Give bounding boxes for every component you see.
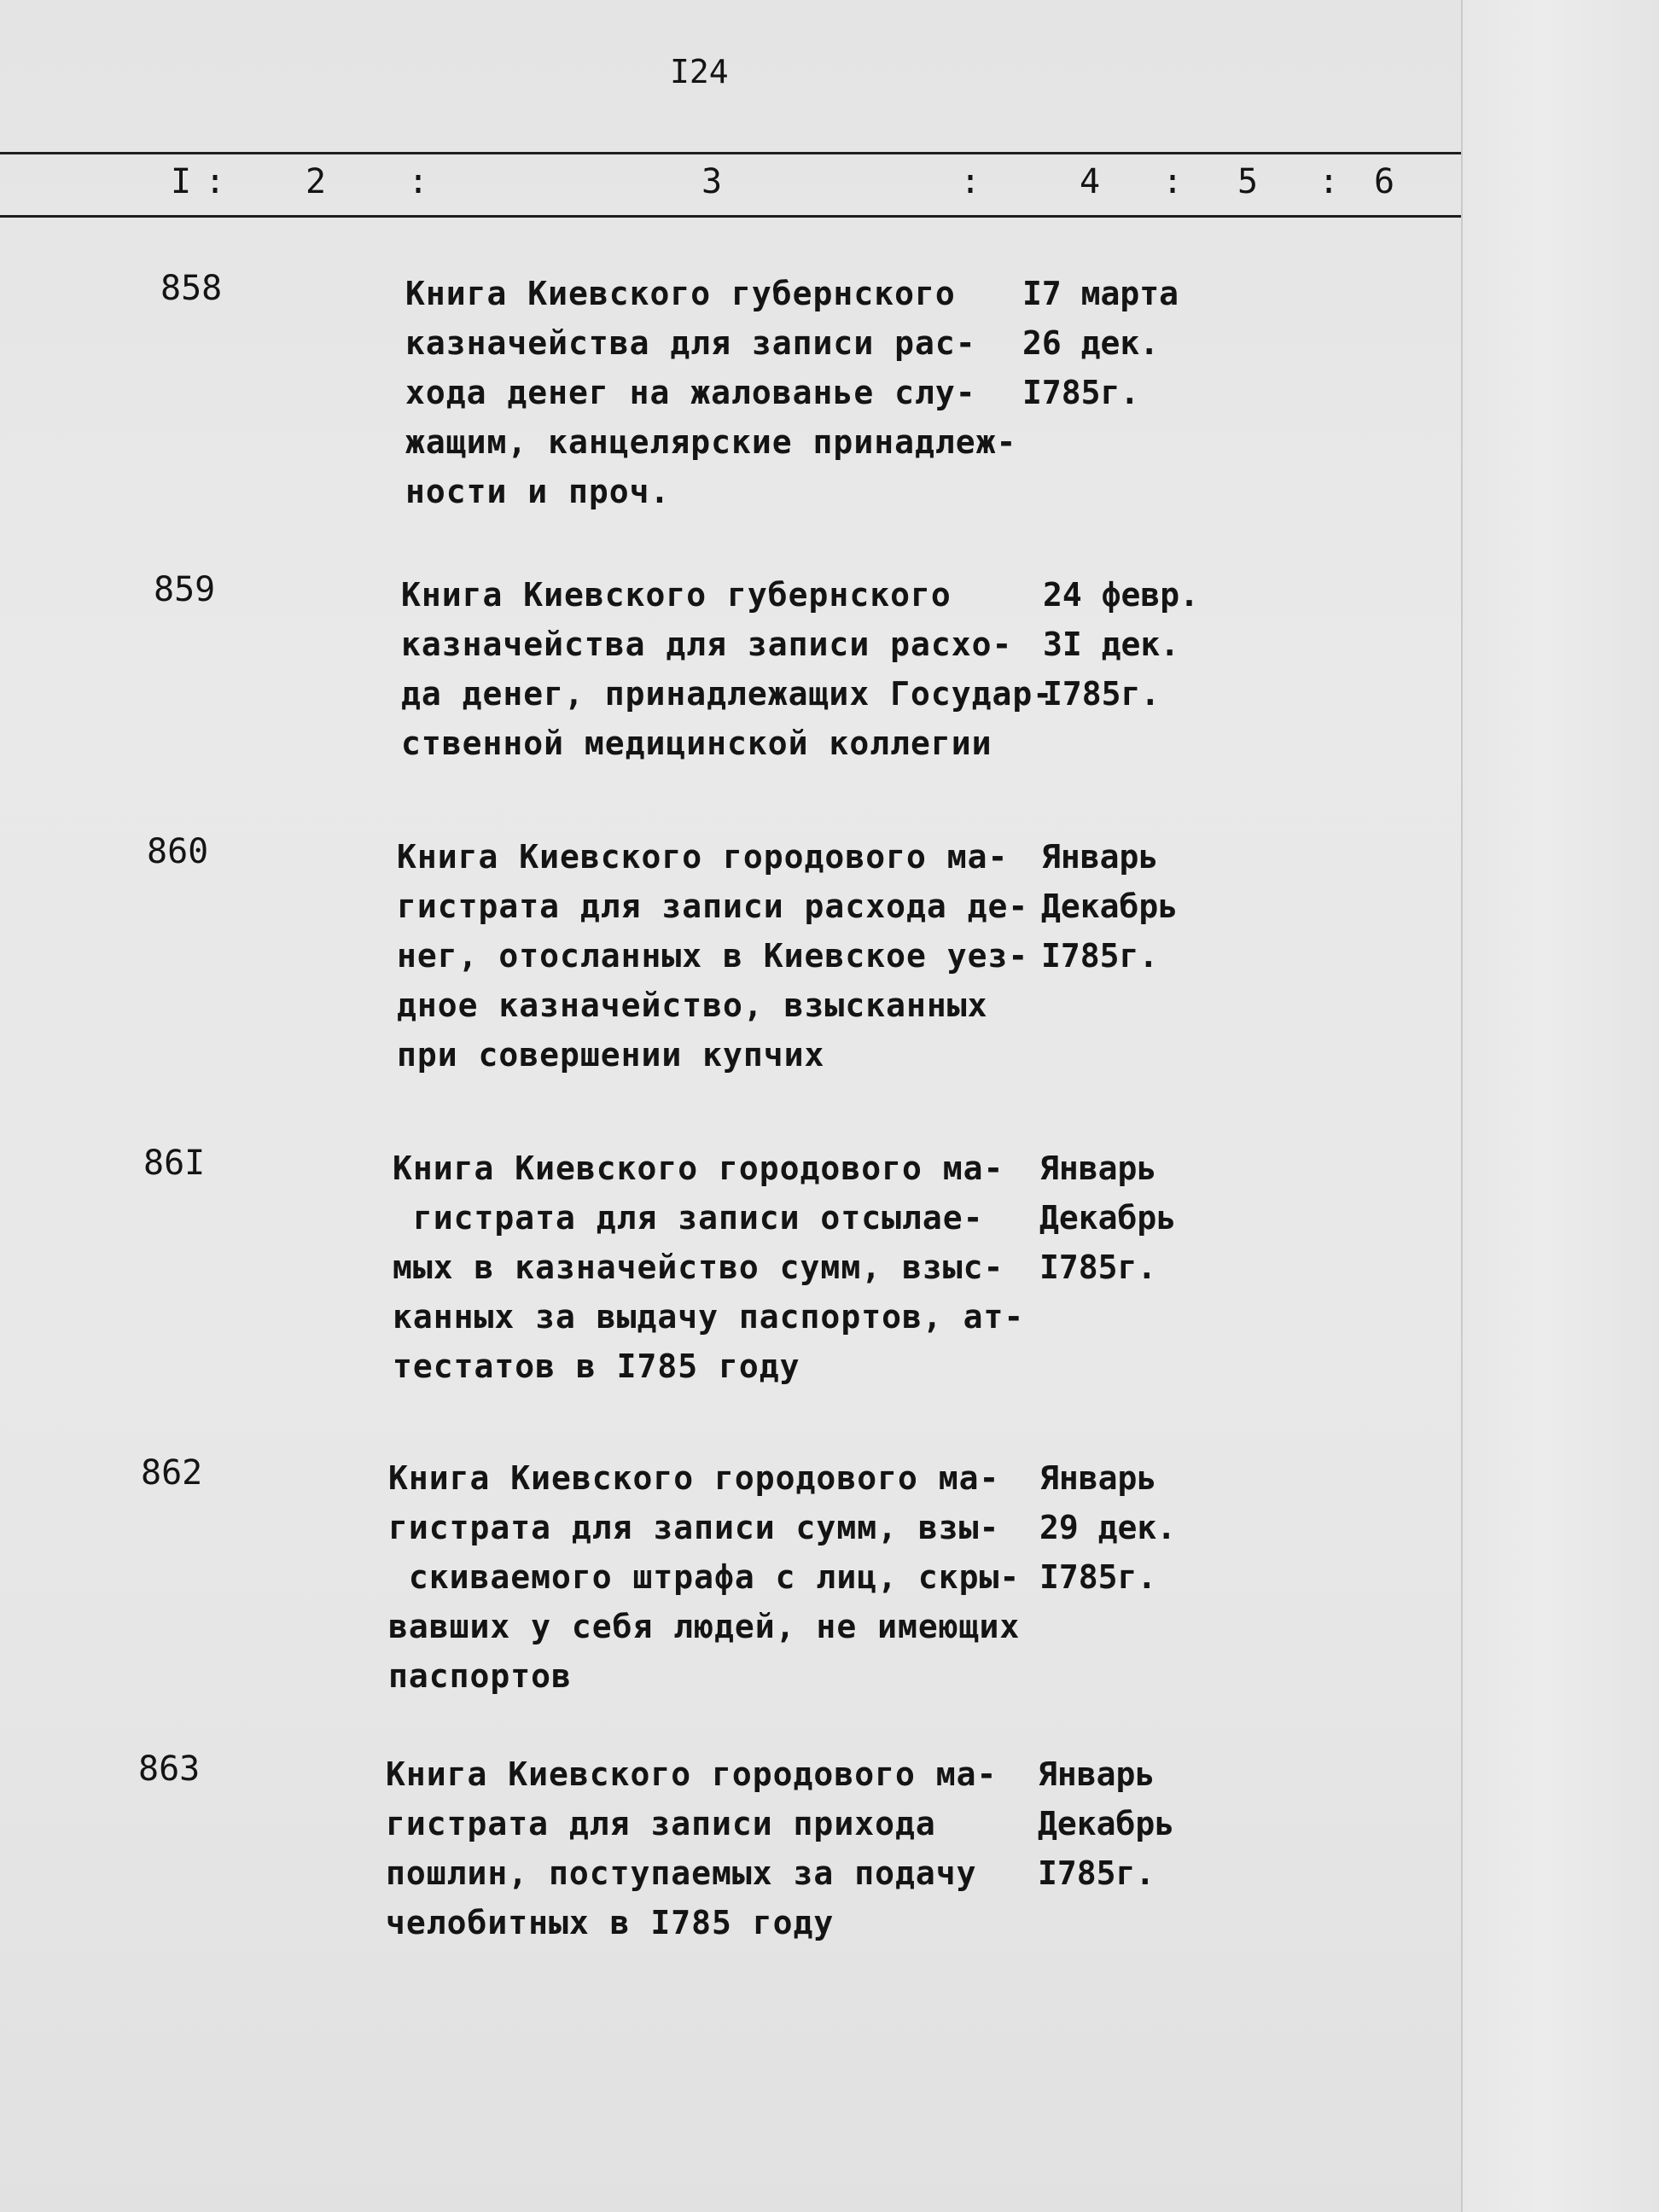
date-line: I785г. [1039, 1558, 1157, 1596]
column-separator: : [205, 162, 226, 201]
table-header-bottom-rule [0, 215, 1461, 218]
description-line: Книга Киевского губернского [401, 576, 952, 614]
description-line: паспортов [388, 1657, 572, 1695]
description-line: тестатов в I785 году [393, 1348, 800, 1385]
column-separator: : [408, 162, 429, 201]
column-separator: : [1318, 162, 1340, 201]
date-line: I7 марта [1022, 275, 1179, 312]
entry-dates [1039, 1144, 1176, 1292]
entry-dates [1041, 832, 1178, 981]
description-line: Книга Киевского городового ма- [386, 1755, 998, 1793]
date-line: 29 дек. [1039, 1509, 1177, 1546]
description-line: гистрата для записи прихода [386, 1805, 936, 1842]
description-line: гистрата для записи расхода де- [397, 888, 1029, 925]
entry-description [405, 269, 1016, 516]
entry-number: 860 [147, 832, 209, 871]
date-line: I785г. [1022, 374, 1140, 411]
date-line: 26 дек. [1022, 324, 1160, 362]
table-header-row [0, 162, 1461, 210]
description-line: ности и проч. [405, 473, 671, 510]
date-line: Январь [1039, 1150, 1157, 1187]
date-line: I785г. [1043, 675, 1161, 713]
description-line: гистрата для записи отсылае- [393, 1199, 984, 1237]
column-header-5: 5 [1237, 162, 1259, 201]
entry-description [401, 570, 1053, 768]
date-line: Декабрь [1038, 1805, 1175, 1842]
column-header-6: 6 [1374, 162, 1395, 201]
description-line: нег, отосланных в Киевское уез- [397, 937, 1029, 975]
description-line: пошлин, поступаемых за подачу [386, 1854, 977, 1892]
description-line: вавших у себя людей, не имеющих [388, 1608, 1021, 1645]
entry-number: 862 [141, 1453, 203, 1493]
entry-description [393, 1144, 1024, 1391]
description-line: гистрата для записи сумм, взы- [388, 1509, 1000, 1546]
underlying-sheet-edge [1461, 0, 1659, 2212]
date-line: Январь [1041, 838, 1159, 876]
description-line: хода денег на жалованье слу- [405, 374, 976, 411]
description-line: челобитных в I785 году [386, 1904, 835, 1941]
description-line: Книга Киевского губернского [405, 275, 956, 312]
description-line: Книга Киевского городового ма- [388, 1459, 1000, 1497]
column-header-3: 3 [701, 162, 723, 201]
date-line: Январь [1039, 1459, 1157, 1497]
entry-description [386, 1749, 997, 1947]
description-line: мых в казначейство сумм, взыс- [393, 1249, 1004, 1286]
page-number: I24 [670, 53, 729, 90]
column-header-4: 4 [1080, 162, 1101, 201]
description-line: канных за выдачу паспортов, ат- [393, 1298, 1025, 1336]
entry-description [397, 832, 1028, 1080]
date-line: 3I дек. [1043, 626, 1180, 663]
column-separator: : [960, 162, 981, 201]
date-line: Декабрь [1041, 888, 1179, 925]
description-line: казначейства для записи расхо- [401, 626, 1013, 663]
description-line: жащим, канцелярские принадлеж- [405, 423, 1017, 461]
date-line: Январь [1038, 1755, 1155, 1793]
entry-dates [1039, 1453, 1176, 1602]
description-line: Книга Киевского городового ма- [393, 1150, 1004, 1187]
description-line: дное казначейство, взысканных [397, 987, 988, 1024]
description-line: ственной медицинской коллегии [401, 725, 992, 762]
date-line: Декабрь [1039, 1199, 1177, 1237]
description-line: скиваемого штрафа с лиц, скры- [388, 1558, 1021, 1596]
date-line: I785г. [1038, 1854, 1155, 1892]
date-line: I785г. [1041, 937, 1159, 975]
entry-dates [1038, 1749, 1174, 1898]
description-line: казначейства для записи рас- [405, 324, 976, 362]
description-line: да денег, принадлежащих Государ- [401, 675, 1054, 713]
date-line: I785г. [1039, 1249, 1157, 1286]
entry-number: 863 [138, 1749, 201, 1789]
description-line: при совершении купчих [397, 1036, 825, 1074]
entry-dates [1043, 570, 1199, 719]
date-line: 24 февр. [1043, 576, 1200, 614]
description-line: Книга Киевского городового ма- [397, 838, 1009, 876]
column-header-2: 2 [306, 162, 327, 201]
column-separator: : [1162, 162, 1184, 201]
entry-dates [1022, 269, 1179, 417]
entry-number: 858 [160, 269, 223, 308]
entry-number: 86I [143, 1144, 206, 1183]
column-header-1: I [171, 162, 192, 201]
entry-description [388, 1453, 1020, 1701]
table-header-top-rule [0, 152, 1461, 154]
entry-number: 859 [154, 570, 216, 609]
